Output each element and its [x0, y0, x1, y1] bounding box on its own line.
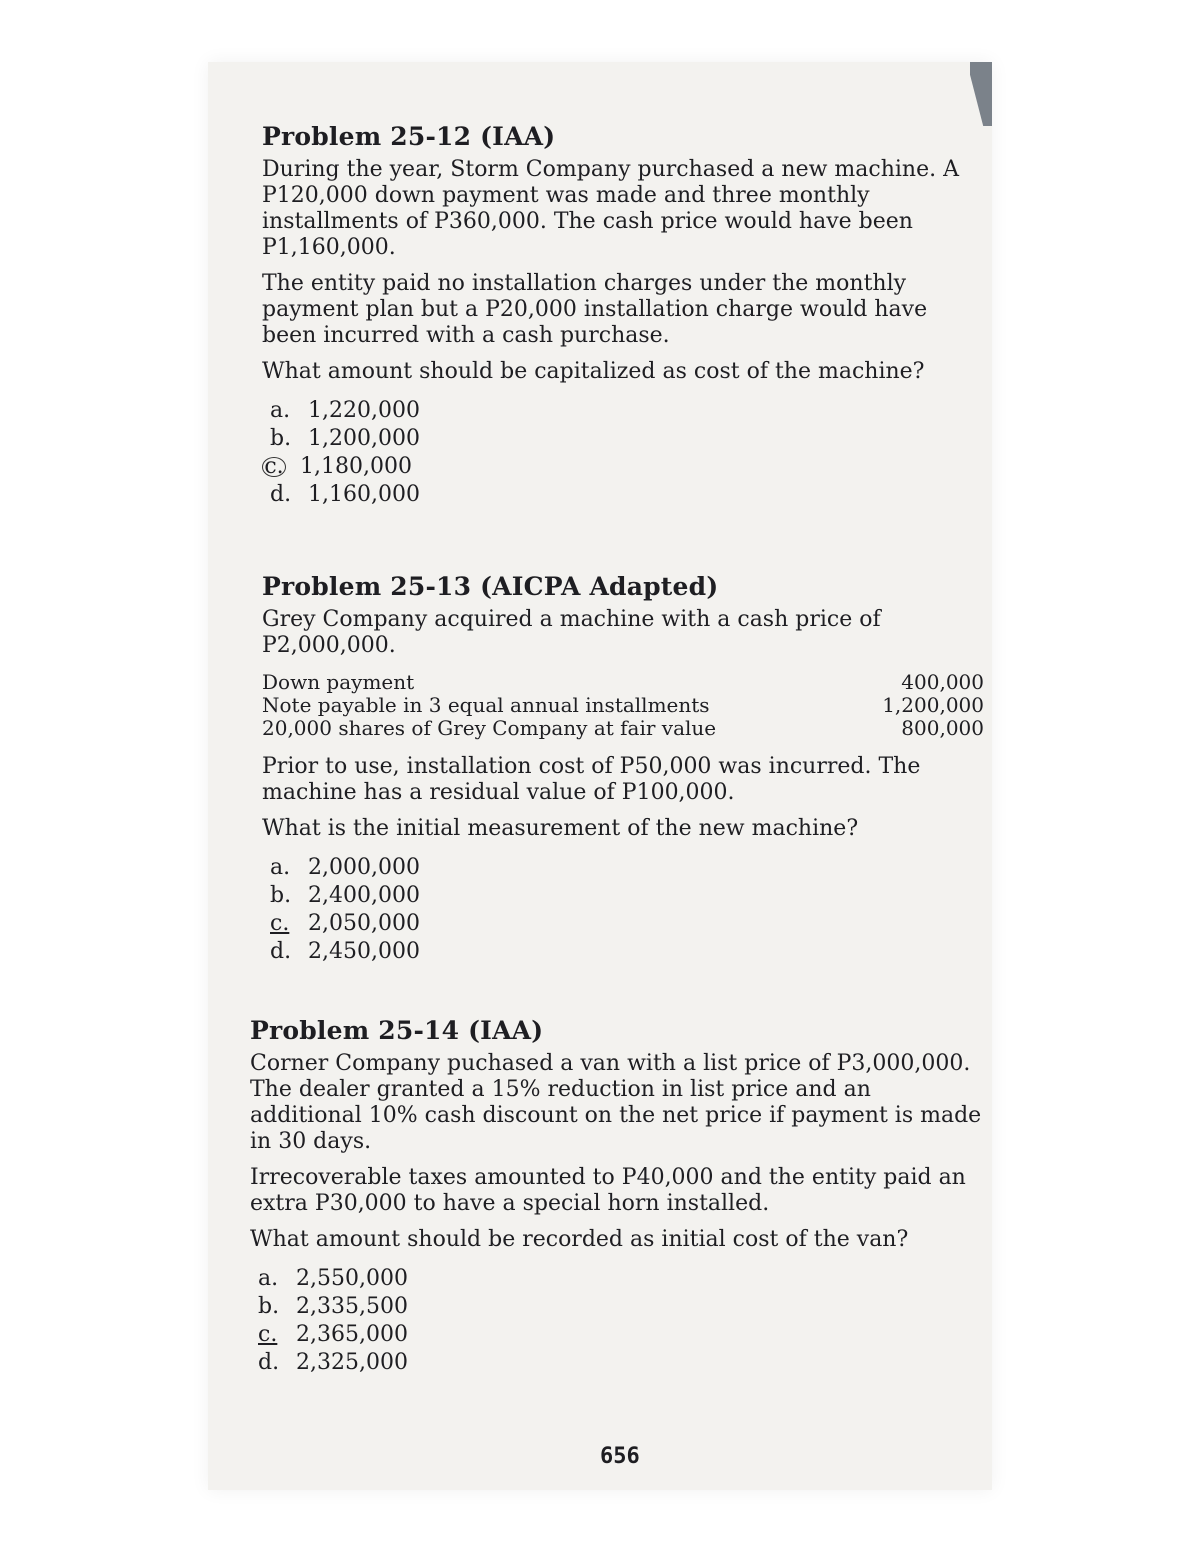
problem-25-14: [250, 1016, 986, 1377]
payment-amount: 400,000: [901, 670, 984, 694]
choice-c: [250, 1321, 986, 1349]
answer-choices: [262, 854, 984, 966]
problem-paragraph: Grey Company acquired a machine with a cash price of P2,000,000.: [262, 607, 881, 658]
problem-title: Problem 25-12 (IAA): [262, 122, 556, 151]
answer-choices: [250, 1265, 986, 1377]
payment-amount: 1,200,000: [882, 693, 984, 717]
choice-letter: b.: [270, 883, 292, 908]
problem-paragraph: The entity paid no installation charges under the monthly payment plan but a P20,000 installation charge would have been incurred with a cash purchase.: [262, 271, 928, 348]
problem-25-12: [262, 122, 984, 509]
choice-letter-circled: c.: [262, 457, 286, 477]
choice-letter: d.: [270, 939, 292, 964]
problem-question: What amount should be recorded as initial cost of the van?: [250, 1227, 909, 1252]
problem-paragraph: During the year, Storm Company purchased a new machine. A P120,000 down payment was made and three monthly installments of P360,000. The cash price would have been P1,160,000.: [262, 157, 959, 260]
table-row: [262, 694, 984, 717]
problem-25-13: [262, 572, 984, 966]
choice-d: [262, 481, 984, 509]
problem-paragraph: Irrecoverable taxes amounted to P40,000 and the entity paid an extra P30,000 to have a special horn installed.: [250, 1165, 966, 1216]
choice-value: 1,180,000: [300, 454, 412, 479]
choice-b: [262, 425, 984, 453]
choice-letter: b.: [270, 426, 292, 451]
choice-letter: a.: [270, 398, 291, 423]
choice-a: [262, 854, 984, 882]
problem-question: What is the initial measurement of the new machine?: [262, 816, 859, 841]
choice-b: [262, 882, 984, 910]
choice-c: [262, 910, 984, 938]
payment-label: Note payable in 3 equal annual installments: [262, 693, 710, 717]
problem-paragraph: Prior to use, installation cost of P50,000 was incurred. The machine has a residual value of P100,000.: [262, 754, 921, 805]
choice-value: 1,200,000: [308, 426, 420, 451]
choice-value: 2,050,000: [308, 911, 420, 936]
choice-value: 2,325,000: [296, 1350, 408, 1375]
answer-choices: [262, 397, 984, 509]
choice-value: 1,160,000: [308, 482, 420, 507]
problem-question: What amount should be capitalized as cost of the machine?: [262, 359, 925, 384]
problem-paragraph: Corner Company puchased a van with a list price of P3,000,000. The dealer granted a 15% reduction in list price and an additional 10% cash discount on the net price if payment is made in 30 days.: [250, 1051, 982, 1154]
page-number: 656: [600, 1444, 640, 1469]
choice-value: 2,335,500: [296, 1294, 408, 1319]
payment-amount: 800,000: [901, 716, 984, 740]
payment-label: 20,000 shares of Grey Company at fair value: [262, 716, 717, 740]
choice-value: 2,365,000: [296, 1322, 408, 1347]
choice-letter-underlined: c.: [258, 1322, 278, 1347]
choice-letter: a.: [258, 1266, 279, 1291]
choice-c: [262, 453, 984, 481]
table-row: [262, 671, 984, 694]
choice-letter: b.: [258, 1294, 280, 1319]
choice-letter: a.: [270, 855, 291, 880]
table-row: [262, 717, 984, 740]
choice-b: [250, 1293, 986, 1321]
choice-d: [250, 1349, 986, 1377]
choice-value: 1,220,000: [308, 398, 420, 423]
choice-letter-underlined: c.: [270, 911, 290, 936]
payment-label: Down payment: [262, 670, 415, 694]
choice-letter: d.: [258, 1350, 280, 1375]
choice-d: [262, 938, 984, 966]
problem-title: Problem 25-14 (IAA): [250, 1016, 544, 1045]
choice-value: 2,400,000: [308, 883, 420, 908]
choice-a: [250, 1265, 986, 1293]
choice-value: 2,550,000: [296, 1266, 408, 1291]
problem-title: Problem 25-13 (AICPA Adapted): [262, 572, 719, 601]
choice-value: 2,450,000: [308, 939, 420, 964]
choice-letter: d.: [270, 482, 292, 507]
choice-value: 2,000,000: [308, 855, 420, 880]
payment-table: [262, 671, 984, 740]
choice-a: [262, 397, 984, 425]
